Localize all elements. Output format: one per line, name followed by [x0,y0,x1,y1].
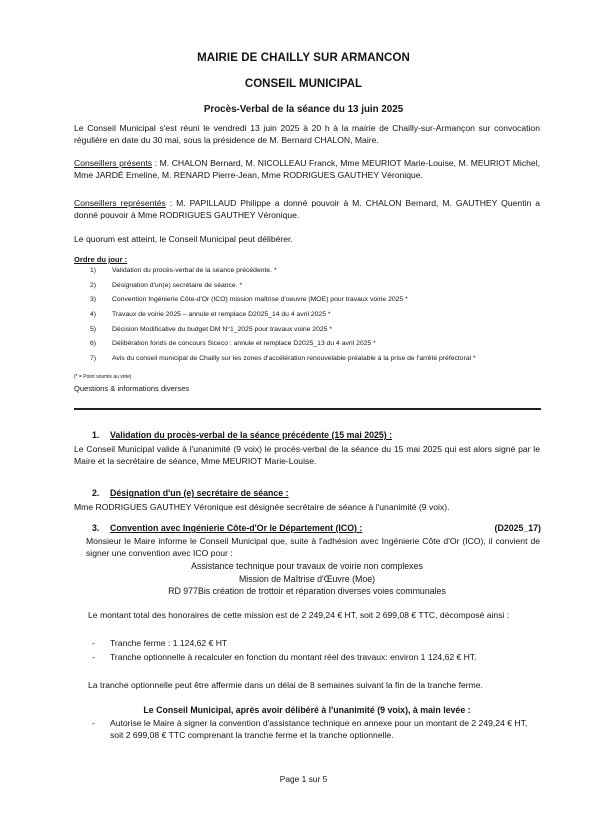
pv-title: Procès-Verbal de la séance du 13 juin 2025 [203,104,404,115]
section3-title: 3. Convention avec Ingénierie Côte-d'Or le Département (ICO) : [92,523,363,533]
ordre-item: 2) Désignation d'un(e) secrétaire de séance. * [90,281,243,289]
autorise-item: - Autorise le Maire à signer la convention d'assistance technique en annexe pour un montant de 2 249,24 € HT, soit 2 699,08 € TTC comprenant la tranche ferme et la tranche optionnelle. [92,718,528,740]
ordre-item: 5) Décision Modificative du budget DM N°1_2025 pour travaux voirie 2025 * [90,325,332,333]
ordre-item: 3) Convention Ingénierie Côte-d'Or (ICO) mission maîtrise d'oeuvre (MOE) pour travaux voirie 2025 * [90,296,408,304]
section2-text: Mme RODRIGUES GAUTHEY Véronique est désignée secrétaire de séance à l'unanimité (9 voix). [74,502,450,512]
quorum-paragraph: Le quorum est atteint, le Conseil Municipal peut délibérer. [74,234,293,244]
section3-line: Assistance technique pour travaux de voirie non complexes [191,561,423,571]
section3-reference: (D2025_17) [494,523,541,533]
presents-text: : M. CHALON Bernard, M. NICOLLEAU Franck, Mme MEURIOT Marie-Louise, M. MEURIOT Michel, Mme JARDÉ Emeline, M. RENARD Pierre-Jean, Mme RODRIGUES GAUTHEY Véronique. [74,158,540,180]
tranche-item: - Tranche optionnelle à recalculer en fonction du montant réel des travaux: environ 1 124,62 € HT. [92,652,477,662]
vote-note: (* = Point soumis au vote) [74,374,132,380]
section3-line: Mission de Maîtrise d'Œuvre (Moe) [238,574,376,584]
ordre-item: 6) Délibération fonds de concours Siceco : annule et remplace D2025_13 du 4 avril 2025 * [90,340,376,348]
section1-text: Le Conseil Municipal valide à l'unanimité (9 voix) le procès-verbal de la séance du 15 mai 2025 qui est alors signé par le Maire et la secrétaire de séance, Mme MEURIOT Marie-Louise. [74,444,540,466]
ordre-du-jour-list [90,266,540,369]
representes-paragraph [74,197,540,221]
section2-title: 2. Désignation d'un (e) secrétaire de séance : [92,488,289,498]
presents-label: Conseillers présents [74,158,153,168]
intro-paragraph: Le Conseil Municipal s'est réuni le vendredi 13 juin 2025 à 20 h à la mairie de Chailly-sur-Armançon sur convocation régulière en date du 30 mai, sous la présidence de M. Bernard CHALON, Maire. [74,123,540,145]
mairie-heading: MAIRIE DE CHAILLY SUR ARMANCON [197,52,410,64]
page-number: Page 1 sur 5 [279,774,328,784]
ordre-item: 1) Validation du procès-verbal de la séance précédente. * [90,267,277,274]
section3-decision: Le Conseil Municipal, après avoir délibéré à l'unanimité (9 voix), à main levée : [143,705,471,715]
section3-affermie: La tranche optionnelle peut être affermie dans un délai de 8 semaines suivant la fin de la tranche ferme. [88,680,483,690]
section3-line: RD 977Bis création de trottoir et réparation diverses voies communales [168,586,446,596]
ordre-du-jour-title: Ordre du jour : [74,255,128,264]
section3-montant: Le montant total des honoraires de cette mission est de 2 249,24 € HT, soit 2 699,08 € TTC, décomposé ainsi : [88,610,510,620]
ordre-item: 4) Travaux de voirie 2025 – annule et remplace D2025_14 du 4 avril 2025 * [90,311,331,319]
presents-paragraph [74,157,540,181]
representes-text: : M. PAPILLAUD Philippe a donné pouvoir à M. CHALON Bernard, M. GAUTHEY Quentin a donné pouvoir à Mme RODRIGUES GAUTHEY Véronique. [74,198,541,220]
ordre-item: 7) Avis du conseil municipal de Chailly sur les zones d'accélération renouvelable préalable à la prise de l'arrêté préfectoral * [90,355,476,363]
section1-title: 1. Validation du procès-verbal de la séance précédente (15 mai 2025) : [92,430,393,440]
questions-diverses: Questions & informations diverses [74,384,190,393]
section3-intro: Monsieur le Maire informe le Conseil Municipal que, suite à l'adhésion avec Ingénierie Côte d'Or (ICO), il convient de signer une convention avec ICO pour : [86,536,540,558]
tranche-item: - Tranche ferme : 1 124,62 € HT [92,638,228,648]
representes-label: Conseillers représentés [74,198,166,208]
section-divider [74,408,541,410]
conseil-heading: CONSEIL MUNICIPAL [244,78,363,90]
